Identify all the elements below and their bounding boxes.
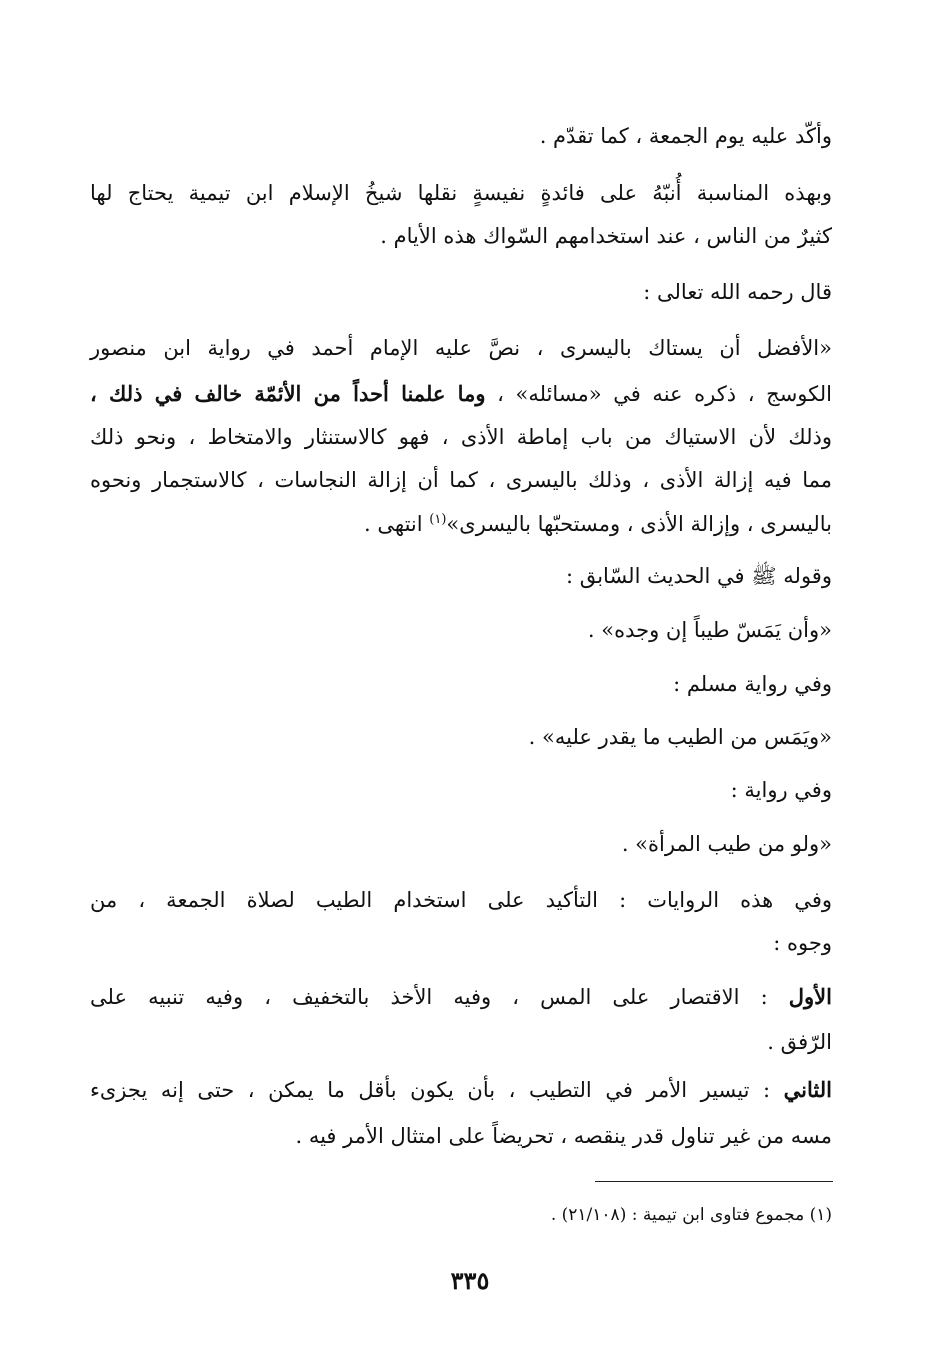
text-line: وفي هذه الروايات : التأكيد على استخدام الطيب لصلاة الجمعة ، من bbox=[90, 888, 832, 912]
point-line: الرّفق . bbox=[767, 1030, 832, 1054]
point-line: مسه من غير تناول قدر ينقصه ، تحريضاً على امتثال الأمر فيه . bbox=[295, 1124, 832, 1148]
quote-segment: انتهى . bbox=[364, 512, 430, 536]
text-line: وفي رواية مسلم : bbox=[673, 672, 832, 696]
quote-line: مما فيه إزالة الأذى ، وذلك باليسرى ، كما أن إزالة النجاسات ، كالاستجمار ونحوه bbox=[90, 468, 832, 492]
point-text: : تيسير الأمر في التطيب ، بأن يكون بأقل ما يمكن ، حتى إنه يجزىء bbox=[90, 1078, 784, 1102]
quote-line: «الأفضل أن يستاك باليسرى ، نصَّ عليه الإمام أحمد في رواية ابن منصور bbox=[90, 336, 832, 360]
hadith-line: «ولو من طيب المرأة» . bbox=[621, 832, 832, 856]
point-line bbox=[90, 986, 832, 1008]
hadith-line: «وأن يَمَسّ طيباً إن وجده» . bbox=[587, 618, 832, 642]
hadith-line: «ويَمَس من الطيب ما يقدر عليه» . bbox=[528, 725, 832, 749]
page-number: ٣٣٥ bbox=[450, 1266, 490, 1295]
quote-line bbox=[90, 513, 832, 535]
text-line: كثيرٌ من الناس ، عند استخدامهم السّواك هذه الأيام . bbox=[380, 224, 832, 248]
emphasis-text: وما علمنا أحداً من الأئمّة خالف في ذلك ، bbox=[90, 381, 486, 406]
point-heading: الأول bbox=[788, 984, 832, 1009]
text-line: وأكّد عليه يوم الجمعة ، كما تقدّم . bbox=[539, 124, 832, 148]
text-line: وقوله ﷺ في الحديث السّابق : bbox=[565, 564, 832, 588]
footnote: (١) مجموع فتاوى ابن تيمية : (٢١/١٠٨) . bbox=[550, 1205, 832, 1225]
text-line: وبهذه المناسبة أُنبّهُ على فائدةٍ نفيسةٍ نقلها شيخُ الإسلام ابن تيمية يحتاج لها bbox=[90, 181, 832, 205]
quote-line: وذلك لأن الاستياك من باب إماطة الأذى ، فهو كالاستنثار والامتخاط ، ونحو ذلك bbox=[90, 425, 832, 449]
quote-segment: الكوسج ، ذكره عنه في «مسائله» ، bbox=[497, 382, 832, 406]
quote-segment: باليسرى ، وإزالة الأذى ، ومستحبّها باليسرى» bbox=[446, 512, 832, 536]
text-line: وفي رواية : bbox=[730, 778, 832, 802]
text-line: وجوه : bbox=[773, 931, 832, 955]
point-line bbox=[90, 1079, 832, 1101]
quote-line bbox=[90, 383, 832, 405]
text-line: قال رحمه الله تعالى : bbox=[643, 280, 832, 304]
footnote-ref: (١) bbox=[429, 512, 447, 527]
footnote-separator bbox=[595, 1181, 833, 1182]
point-text: : الاقتصار على المس ، وفيه الأخذ بالتخفيف ، وفيه تنبيه على bbox=[90, 985, 789, 1009]
point-heading: الثاني bbox=[783, 1077, 832, 1102]
